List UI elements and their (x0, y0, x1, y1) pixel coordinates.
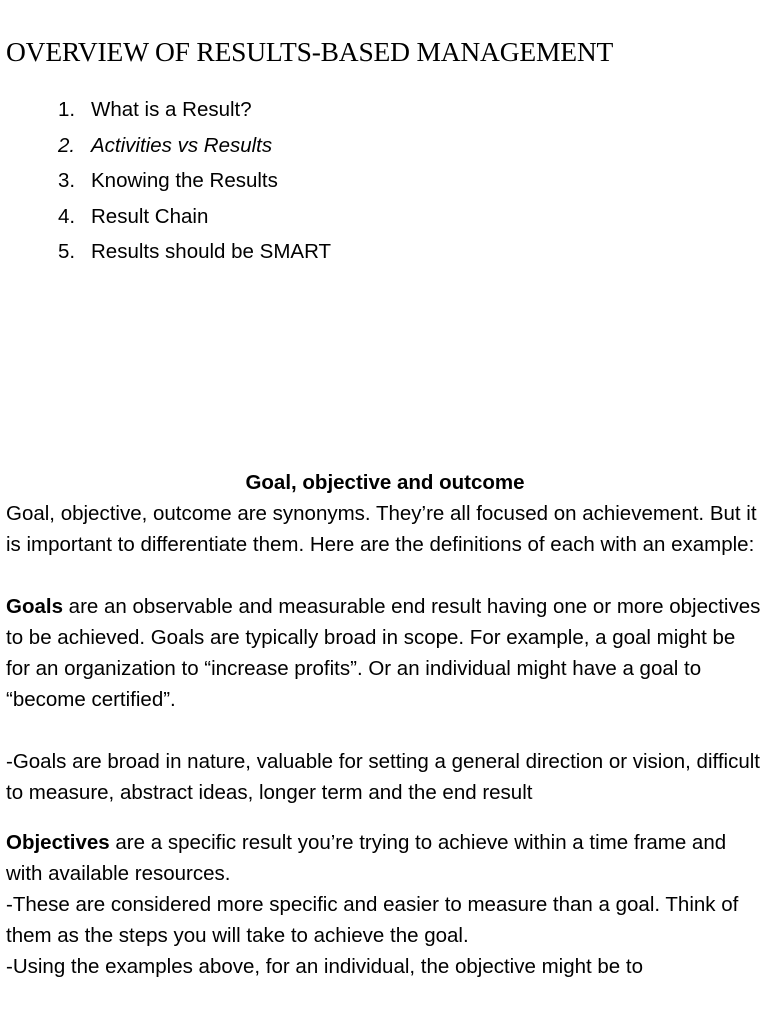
toc-item-3 (58, 163, 331, 199)
paragraph-gap (6, 808, 764, 827)
toc-number: 5. (58, 240, 76, 263)
goals-note: -Goals are broad in nature, valuable for setting a general direction or vision, difficult to measure, abstract ideas, longer term and the end result (6, 750, 760, 804)
toc-label: Activities vs Results (91, 133, 273, 157)
toc-label: What is a Result? (91, 98, 252, 121)
toc-number: 2. (58, 133, 76, 157)
objectives-definition: are a specific result you’re trying to achieve within a time frame and with available resources. (6, 831, 727, 885)
toc-number: 3. (58, 169, 76, 192)
section-body (6, 467, 764, 982)
section-heading: Goal, objective and outcome (245, 471, 525, 494)
goals-paragraph (6, 591, 764, 715)
objectives-paragraph (6, 827, 764, 889)
intro-paragraph: Goal, objective, outcome are synonyms. They’re all focused on achievement. But it is important to differentiate them. Here are the definitions of each with an example: (6, 502, 757, 556)
toc-item-4 (58, 199, 331, 235)
toc-item-1 (58, 92, 331, 128)
toc-number: 4. (58, 204, 76, 228)
paragraph-gap (6, 560, 764, 591)
toc-item-5 (58, 234, 331, 270)
objectives-example: -Using the examples above, for an individual, the objective might be to (6, 955, 644, 978)
toc-label: Result Chain (91, 204, 209, 228)
toc-number: 1. (58, 98, 76, 121)
toc-list (58, 92, 331, 270)
toc-label: Knowing the Results (91, 169, 278, 192)
goals-term: Goals (6, 595, 63, 618)
page-title: OVERVIEW OF RESULTS-BASED MANAGEMENT (6, 36, 614, 67)
paragraph-gap (6, 715, 764, 746)
objectives-term: Objectives (6, 831, 110, 854)
goals-definition: are an observable and measurable end result having one or more objectives to be achieved. Goals are typically broad in scope. For example, a goal might be for an organization to “increase profits”. Or an individual might have a goal to “become certified”. (6, 595, 761, 711)
toc-label: Results should be SMART (91, 240, 332, 263)
objectives-note: -These are considered more specific and easier to measure than a goal. Think of them as the steps you will take to achieve the goal. (6, 893, 739, 947)
toc-item-2 (58, 128, 331, 164)
